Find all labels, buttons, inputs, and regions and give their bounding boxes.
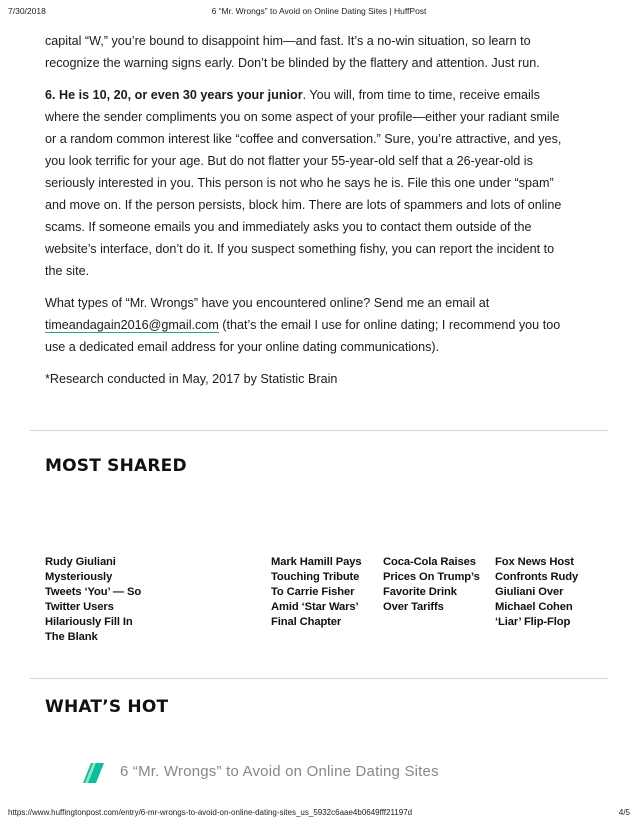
print-page-title: 6 “Mr. Wrongs” to Avoid on Online Dating Sites | HuffPost [211, 6, 427, 16]
print-url: https://www.huffingtonpost.com/entry/6-mr-wrongs-to-avoid-on-online-dating-sites_us_5932c6aae4b0649fff21197d [8, 808, 413, 817]
email-link[interactable]: timeandagain2016@gmail.com [45, 318, 219, 332]
continued-paragraph: capital “W,” you’re bound to disappoint him—and fast. It’s a no-win situation, so learn to recognize the warning signs early. Don’t be blinded by the flattery and attention. Just run. [45, 34, 540, 70]
page-number: 4/5 [618, 808, 630, 817]
most-shared-heading: MOST SHARED [45, 456, 187, 476]
item-6-heading: He is 10, 20, or even 30 years your junior [59, 88, 303, 102]
research-note: *Research conducted in May, 2017 by Statistic Brain [45, 372, 338, 386]
print-footer [8, 808, 630, 820]
whats-hot-article-title: 6 “Mr. Wrongs” to Avoid on Online Dating Sites [120, 763, 439, 780]
whats-hot-heading: WHAT’S HOT [45, 697, 169, 717]
print-header [8, 6, 630, 18]
most-shared-item[interactable]: Rudy Giuliani Mysteriously Tweets ‘You’ — So Twitter Users Hilariously Fill In The Blank [45, 556, 142, 643]
item-6-paragraph: 6. He is 10, 20, or even 30 years your junior. You will, from time to time, receive emails where the sender compliments you on some aspect of your profile—either your radiant smile or a random common interest like “coffee and conversation.” Sure, you’re attractive, and yes, you look terrific for your age. But do not flatter your 55-year-old self that a 26-year-old is seriously interested in you. This person is not who he says he is. File this one under “spam” and move on. If the person persists, block him. There are lots of spammers and lots of online scams. If someone emails you and immediately asks you to contact them outside of the website’s interface, don’t do it. If you suspect something fishy, you can report the incident to the site. [45, 88, 562, 278]
most-shared-item[interactable]: Coca-Cola Raises Prices On Trump’s Favorite Drink Over Tariffs [383, 556, 480, 613]
article-body [45, 30, 593, 400]
most-shared-item[interactable]: Fox News Host Confronts Rudy Giuliani Over Michael Cohen ‘Liar’ Flip-Flop [495, 556, 579, 628]
question-paragraph: What types of “Mr. Wrongs” have you encountered online? Send me an email at timeandagain2016@gmail.com (that’s the email I use for online dating; I recommend you too use a dedicated email address for your online dating communications). [45, 296, 561, 354]
section-divider [30, 678, 608, 679]
most-shared-list [45, 555, 605, 655]
huffpost-logo-icon [82, 763, 104, 783]
item-6-number: 6. [45, 88, 56, 102]
print-date: 7/30/2018 [8, 6, 46, 16]
most-shared-item[interactable]: Mark Hamill Pays Touching Tribute To Carrie Fisher Amid ‘Star Wars’ Final Chapter [271, 556, 362, 628]
section-divider [30, 430, 608, 431]
